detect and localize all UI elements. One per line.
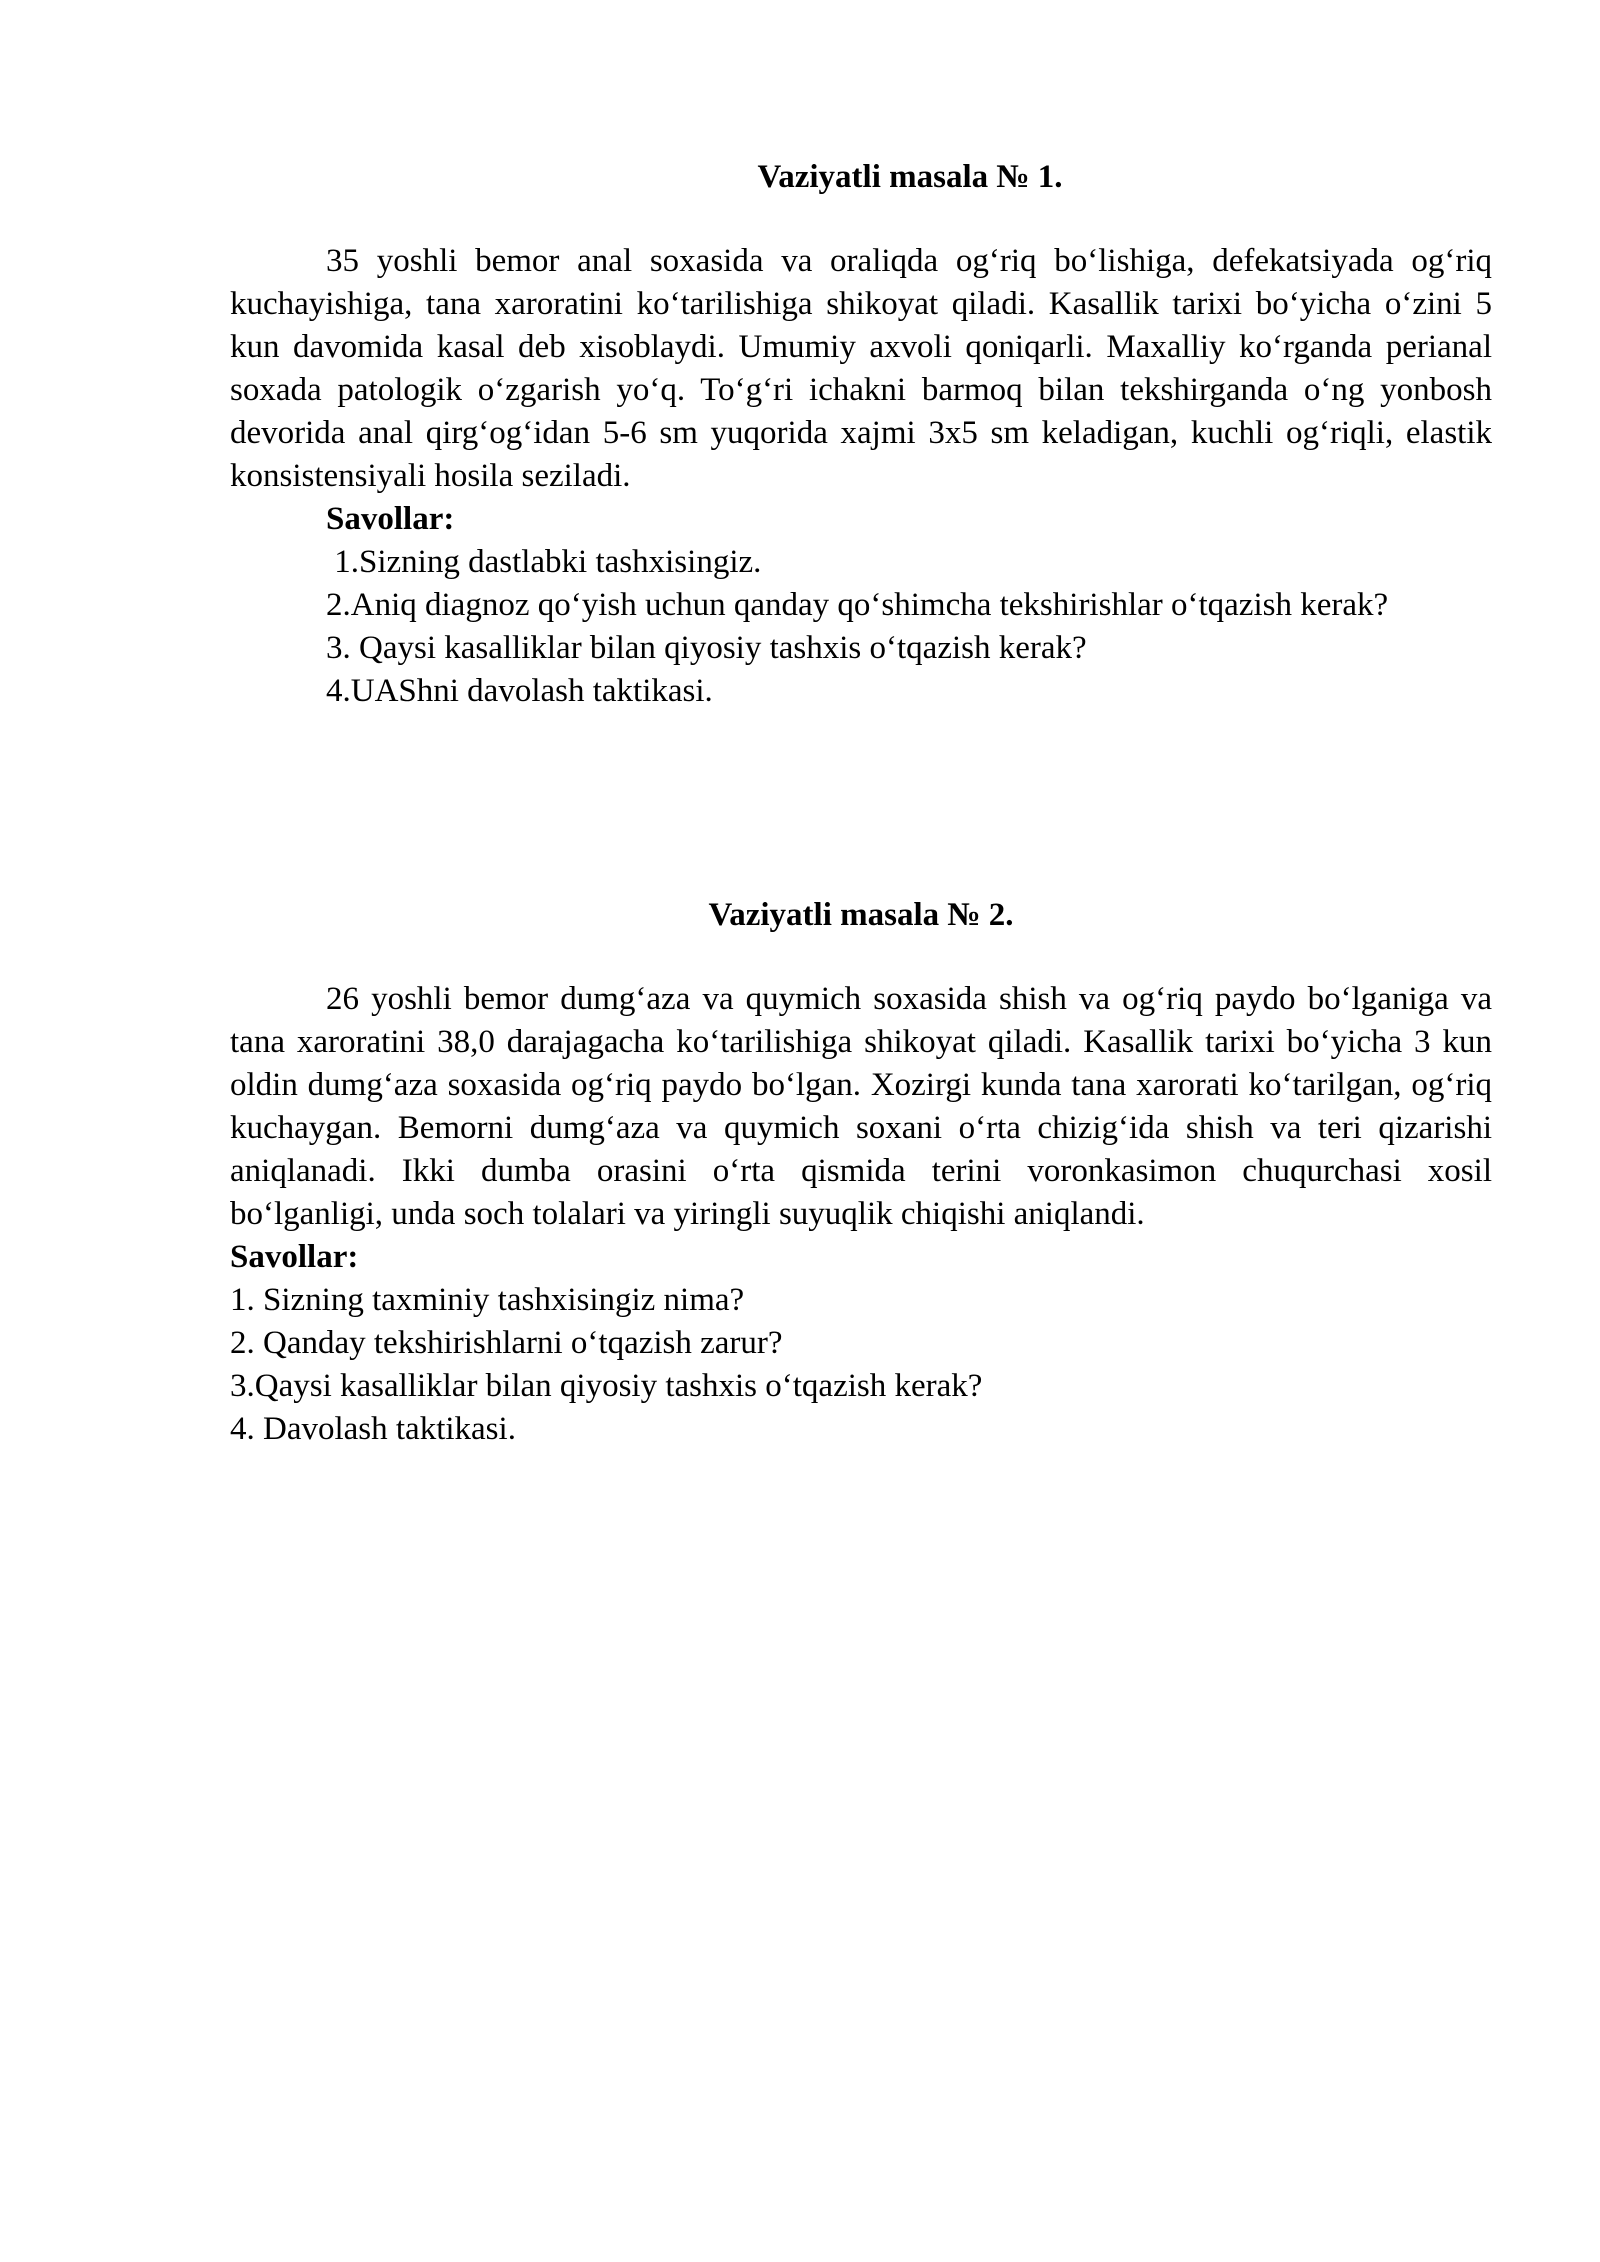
case-problem-1 <box>230 155 1492 713</box>
case-2-question-4: 4. Davolash taktikasi. <box>230 1411 516 1447</box>
case-2-question-1: 1. Sizning taxminiy tashxisingiz nima? <box>230 1282 745 1318</box>
case-2-question-2: 2. Qanday tekshirishlarni o‘tqazish zarur? <box>230 1325 783 1361</box>
case-1-question-3: 3. Qaysi kasalliklar bilan qiyosiy tashxis o‘tqazish kerak? <box>326 630 1087 666</box>
case-1-questions-heading: Savollar: <box>326 501 455 537</box>
case-problem-2 <box>230 893 1492 1451</box>
case-1-title: Vaziyatli masala № 1. <box>757 159 1063 195</box>
case-1-questions <box>230 498 1492 713</box>
case-2-questions <box>230 1236 1492 1451</box>
case-1-question-4: 4.UAShni davolash taktikasi. <box>326 673 713 709</box>
case-1-question-list <box>326 541 1492 713</box>
case-2-title: Vaziyatli masala № 2. <box>708 897 1014 933</box>
case-2-question-3: 3.Qaysi kasalliklar bilan qiyosiy tashxis o‘tqazish kerak? <box>230 1368 983 1404</box>
case-2-questions-heading: Savollar: <box>230 1239 359 1275</box>
case-2-question-list <box>230 1279 1492 1451</box>
spacer <box>230 937 1492 978</box>
case-2-description: 26 yoshli bemor dumg‘aza va quymich soxasida shish va og‘riq paydo bo‘lganiga va tana xaroratini 38,0 darajagacha ko‘tarilishiga shikoyat qiladi. Kasallik tarixi bo‘yicha 3 kun oldin dumg‘aza soxasida og‘riq paydo bo‘lgan. Xozirgi kunda tana xarorati ko‘tarilgan, og‘riq kuchaygan. Bemorni dumg‘aza va quymich soxani o‘rta chizig‘ida shish va teri qizarishi aniqlanadi. Ikki dumba orasini o‘rta qismida terini voronkasimon chuqurchasi xosil bo‘lganligi, unda soch tolalari va yiringli suyuqlik chiqishi aniqlandi. <box>230 981 1492 1232</box>
case-1-description: 35 yoshli bemor anal soxasida va oraliqda og‘riq bo‘lishiga, defekatsiyada og‘riq kuchayishiga, tana xaroratini ko‘tarilishiga shikoyat qiladi. Kasallik tarixi bo‘yicha o‘zini 5 kun davomida kasal deb xisoblaydi. Umumiy axvoli qoniqarli. Maxalliy ko‘rganda perianal soxada patologik o‘zgarish yo‘q. To‘g‘ri ichakni barmoq bilan tekshirganda o‘ng yonbosh devorida anal qirg‘og‘idan 5-6 sm yuqorida xajmi 3x5 sm keladigan, kuchli og‘riqli, elastik konsistensiyali hosila seziladi. <box>230 243 1492 494</box>
case-1-question-1: 1.Sizning dastlabki tashxisingiz. <box>326 544 762 580</box>
spacer <box>230 199 1492 240</box>
case-1-question-2: 2.Aniq diagnoz qo‘yish uchun qanday qo‘shimcha tekshirishlar o‘tqazish kerak? <box>326 587 1389 623</box>
